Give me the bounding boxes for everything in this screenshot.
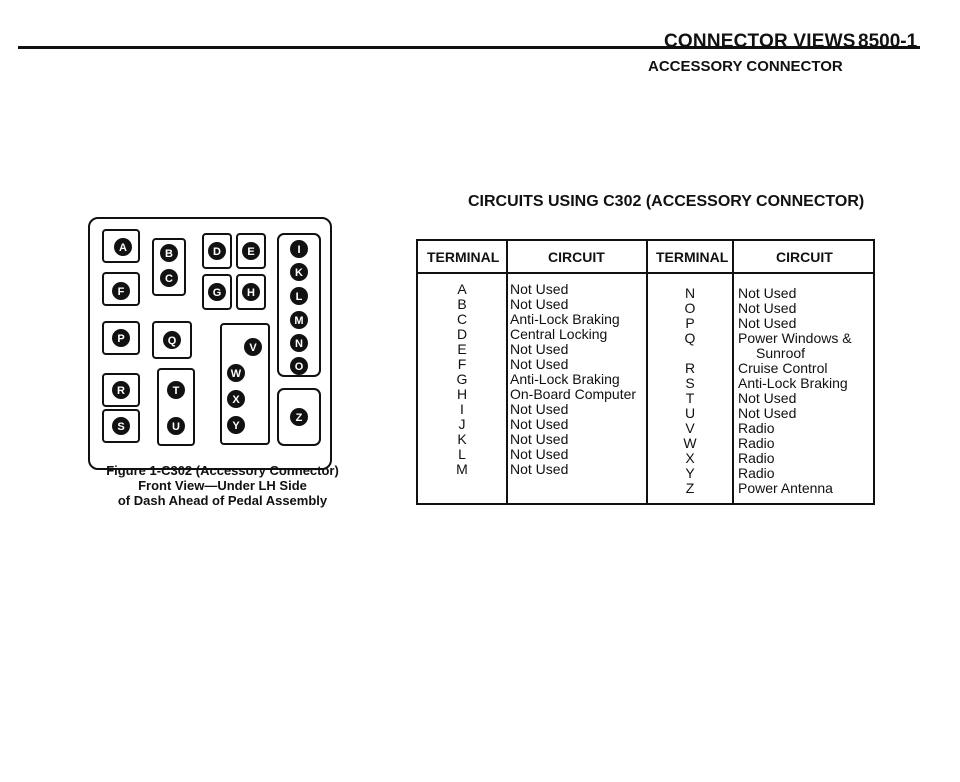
table-cell: V xyxy=(685,420,695,436)
table-cell: U xyxy=(684,405,696,421)
table-cell: H xyxy=(456,386,468,402)
pin-label: T xyxy=(172,385,180,397)
pin-label: M xyxy=(294,315,304,327)
pin-label: N xyxy=(295,338,303,350)
table-cell: N xyxy=(684,285,696,301)
pin-label: L xyxy=(295,291,303,303)
connector-pin xyxy=(167,381,185,399)
table-cell: A xyxy=(457,281,467,297)
connector-pin xyxy=(163,331,181,349)
connector-pin xyxy=(114,238,132,256)
pin-label: A xyxy=(119,242,127,254)
connector-pin xyxy=(290,240,308,258)
connector-pin xyxy=(208,242,226,260)
pin-label: S xyxy=(117,421,125,433)
table-cell: Power Antenna xyxy=(738,480,833,496)
connector-pin xyxy=(227,364,245,382)
table-cell: Not Used xyxy=(510,281,569,297)
table-cell: Not Used xyxy=(510,416,569,432)
table-cell: D xyxy=(456,326,468,342)
pin-label: I xyxy=(297,244,301,256)
table-cell: Not Used xyxy=(738,300,797,316)
circuit-table xyxy=(416,239,875,505)
table-cell: Not Used xyxy=(510,461,569,477)
table-cell: Not Used xyxy=(738,285,797,301)
pin-label: P xyxy=(117,333,125,345)
table-cell: Sunroof xyxy=(756,345,806,361)
table-cell: Cruise Control xyxy=(738,360,828,376)
table-cell: L xyxy=(458,446,466,462)
pin-label: E xyxy=(247,246,255,258)
table-cell: Power Windows & xyxy=(738,330,852,346)
table-cell: Radio xyxy=(738,420,775,436)
pin-label: W xyxy=(230,368,242,380)
table-cell: Anti-Lock Braking xyxy=(738,375,848,391)
table-cell: Radio xyxy=(738,435,775,451)
table-cell: T xyxy=(685,390,695,406)
left-terminal-column xyxy=(418,282,506,477)
connector-pin xyxy=(242,242,260,260)
left-circuit-column xyxy=(510,282,644,477)
connector-diagram xyxy=(88,217,332,470)
pin-label: X xyxy=(232,394,240,406)
table-cell: C xyxy=(456,311,468,327)
figure-caption xyxy=(100,463,345,508)
pin-label: C xyxy=(165,273,173,285)
pin-label: O xyxy=(294,361,304,373)
table-cell: Y xyxy=(685,465,695,481)
table-cell: Not Used xyxy=(738,405,797,421)
pin-label: Y xyxy=(232,420,240,432)
pin-label: B xyxy=(165,248,173,260)
table-cell: Not Used xyxy=(510,296,569,312)
table-header: TERMINAL xyxy=(427,249,500,265)
table-cell: P xyxy=(685,315,695,331)
pin-label: V xyxy=(249,342,257,354)
table-cell: Not Used xyxy=(510,356,569,372)
connector-pin xyxy=(244,338,262,356)
page-number: 8500-1 xyxy=(858,31,918,52)
connector-pin xyxy=(160,244,178,262)
table-cell: Not Used xyxy=(738,390,797,406)
connector-pin xyxy=(290,408,308,426)
table-cell: Not Used xyxy=(510,341,569,357)
table-cell: Q xyxy=(684,330,696,346)
table-header: TERMINAL xyxy=(656,249,729,265)
table-cell: G xyxy=(456,371,468,387)
connector-pin xyxy=(290,311,308,329)
pin-label: D xyxy=(213,246,221,258)
connector-pin xyxy=(227,416,245,434)
table-cell: Not Used xyxy=(510,401,569,417)
caption-line: Front View—Under LH Side xyxy=(138,478,307,493)
table-cell: I xyxy=(460,401,464,417)
table-cell: Radio xyxy=(738,465,775,481)
table-cell: Central Locking xyxy=(510,326,608,342)
table-cell: Anti-Lock Braking xyxy=(510,371,620,387)
connector-pin xyxy=(290,263,308,281)
connector-diagram-svg xyxy=(90,219,334,472)
table-cell: R xyxy=(684,360,696,376)
connector-pin xyxy=(208,283,226,301)
page-title: CONNECTOR VIEWS xyxy=(664,31,856,52)
table-cell: K xyxy=(457,431,467,447)
table-cell: S xyxy=(685,375,695,391)
table-header: CIRCUIT xyxy=(548,249,605,265)
table-cell: B xyxy=(457,296,467,312)
pin-label: K xyxy=(295,267,303,279)
table-cell: X xyxy=(685,450,695,466)
table-divider xyxy=(732,241,734,503)
pin-label: U xyxy=(172,421,180,433)
connector-pin xyxy=(242,283,260,301)
connector-pin xyxy=(112,417,130,435)
table-divider xyxy=(506,241,508,503)
table-cell: On-Board Computer xyxy=(510,386,637,402)
connector-pin xyxy=(112,381,130,399)
pin-label: R xyxy=(117,385,125,397)
page-subtitle: ACCESSORY CONNECTOR xyxy=(648,58,843,75)
connector-pin xyxy=(167,417,185,435)
connector-pin xyxy=(227,390,245,408)
table-cell: F xyxy=(457,356,467,372)
connector-pin xyxy=(290,334,308,352)
table-header: CIRCUIT xyxy=(776,249,833,265)
right-terminal-column xyxy=(648,286,732,496)
table-cell: Not Used xyxy=(510,431,569,447)
connector-pin xyxy=(290,287,308,305)
pin-label: F xyxy=(117,286,125,298)
table-title: CIRCUITS USING C302 (ACCESSORY CONNECTOR) xyxy=(468,193,865,210)
right-circuit-column xyxy=(738,286,872,496)
table-cell: O xyxy=(684,300,696,316)
pin-label: H xyxy=(247,287,255,299)
table-cell: Radio xyxy=(738,450,775,466)
table-cell: Not Used xyxy=(510,446,569,462)
caption-line: of Dash Ahead of Pedal Assembly xyxy=(117,493,328,508)
table-cell: Z xyxy=(685,480,695,496)
table-cell: E xyxy=(457,341,467,357)
pin-label: Z xyxy=(295,412,303,424)
table-cell xyxy=(648,346,732,361)
table-cell: J xyxy=(458,416,466,432)
caption-line: Figure 1-C302 (Accessory Connector) xyxy=(106,463,339,478)
pin-label: Q xyxy=(167,335,177,347)
table-header-rule xyxy=(418,272,873,274)
connector-pin xyxy=(112,329,130,347)
connector-pin xyxy=(290,357,308,375)
table-cell: Anti-Lock Braking xyxy=(510,311,620,327)
connector-pin xyxy=(112,282,130,300)
table-cell: W xyxy=(683,435,697,451)
pin-label: G xyxy=(212,287,222,299)
table-cell: Not Used xyxy=(738,315,797,331)
connector-pin xyxy=(160,269,178,287)
table-cell: M xyxy=(456,461,468,477)
